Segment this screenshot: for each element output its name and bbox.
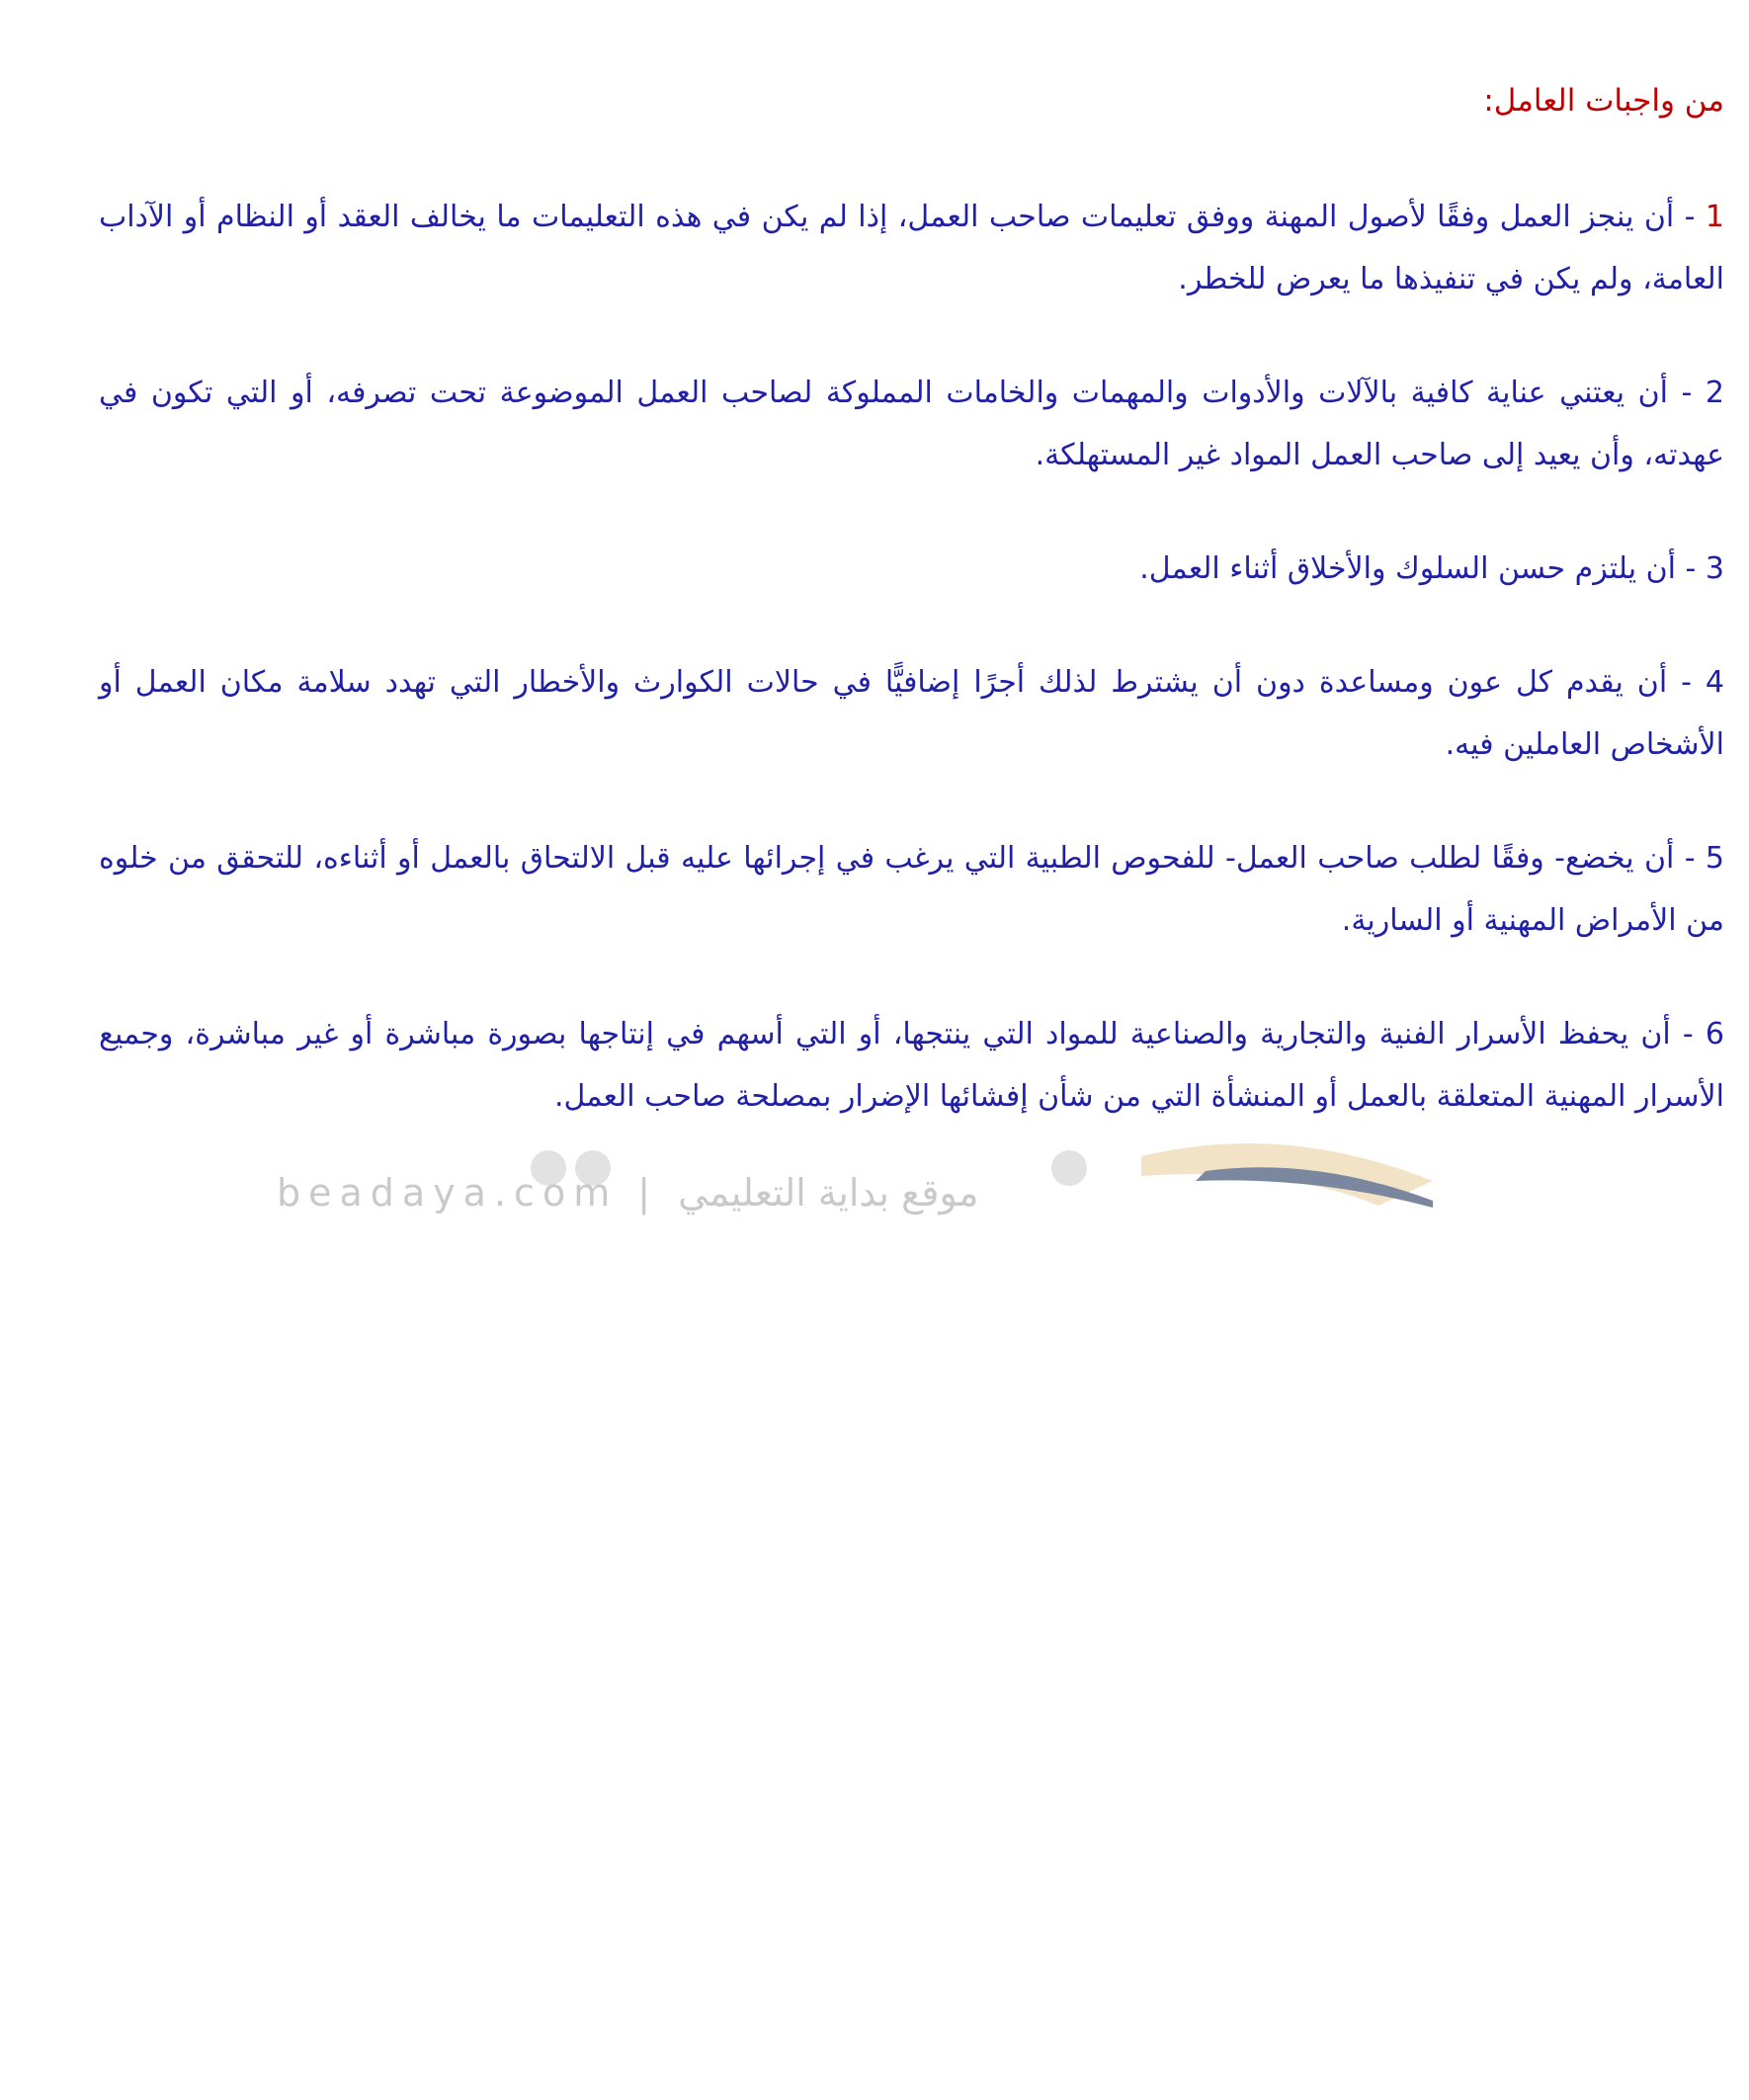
item-number: 4: [1705, 665, 1724, 700]
item-text: أن ينجز العمل وفقًا لأصول المهنة ووفق تعليمات صاحب العمل، إذا لم يكن في هذه التعليمات ما يخالف العقد أو النظام أو الآداب العامة، ولم يكن في تنفيذها ما يعرض للخطر.: [99, 200, 1724, 296]
section-heading: من واجبات العامل:: [1483, 83, 1724, 119]
list-item: 1 - أن ينجز العمل وفقًا لأصول المهنة ووفق تعليمات صاحب العمل، إذا لم يكن في هذه التعليمات ما يخالف العقد أو النظام أو الآداب العامة، ولم يكن في تنفيذها ما يعرض للخطر.: [99, 200, 1724, 296]
list-item: 6 - أن يحفظ الأسرار الفنية والتجارية والصناعية للمواد التي ينتجها، أو التي أسهم في إنتاجها بصورة مباشرة أو غير مباشرة، وجميع الأسرار المهنية المتعلقة بالعمل أو المنشأة التي من شأن إفشائها الإضرار بمصلحة صاحب العمل.: [99, 1017, 1724, 1114]
item-number: 3: [1705, 551, 1724, 586]
item-number: 5: [1705, 841, 1724, 876]
item-text: أن يلتزم حسن السلوك والأخلاق أثناء العمل.: [1139, 551, 1676, 586]
list-item: 4 - أن يقدم كل عون ومساعدة دون أن يشترط لذلك أجرًا إضافيًّا في حالات الكوارث والأخطار التي تهدد سلامة مكان العمل أو الأشخاص العاملين فيه.: [99, 665, 1724, 762]
list-item: 2 - أن يعتني عناية كافية بالآلات والأدوات والمهمات والخامات المملوكة لصاحب العمل الموضوعة تحت تصرفه، أو التي تكون في عهدته، وأن يعيد إلى صاحب العمل المواد غير المستهلكة.: [99, 376, 1724, 472]
item-number: 2: [1705, 376, 1724, 410]
item-text: أن يحفظ الأسرار الفنية والتجارية والصناعية للمواد التي ينتجها، أو التي أسهم في إنتاجها بصورة مباشرة أو غير مباشرة، وجميع الأسرار المهنية المتعلقة بالعمل أو المنشأة التي من شأن إفشائها الإضرار بمصلحة صاحب العمل.: [99, 1017, 1724, 1114]
document: [99, 79, 1724, 1179]
watermark-text: beadaya.com | موقع بداية التعليمي: [277, 1171, 979, 1215]
watermark-logo-icon: [1136, 1127, 1492, 1216]
item-text: أن يخضع- وفقًا لطلب صاحب العمل- للفحوص الطبية التي يرغب في إجرائها عليه قبل الالتحاق بالعمل أو أثناءه، للتحقق من خلوه من الأمراض المهنية أو السارية.: [99, 841, 1724, 938]
list-item: 5 - أن يخضع- وفقًا لطلب صاحب العمل- للفحوص الطبية التي يرغب في إجرائها عليه قبل الالتحاق بالعمل أو أثناءه، للتحقق من خلوه من الأمراض المهنية أو السارية.: [99, 841, 1724, 938]
item-text: أن يعتني عناية كافية بالآلات والأدوات والمهمات والخامات المملوكة لصاحب العمل الموضوعة تحت تصرفه، أو التي تكون في عهدته، وأن يعيد إلى صاحب العمل المواد غير المستهلكة.: [99, 376, 1724, 472]
item-number: 1: [1705, 200, 1724, 234]
list-item: 3 - أن يلتزم حسن السلوك والأخلاق أثناء العمل.: [1139, 551, 1724, 586]
watermark: [267, 1127, 1502, 1235]
item-text: أن يقدم كل عون ومساعدة دون أن يشترط لذلك أجرًا إضافيًّا في حالات الكوارث والأخطار التي تهدد سلامة مكان العمل أو الأشخاص العاملين فيه.: [99, 665, 1724, 762]
item-number: 6: [1705, 1017, 1724, 1051]
